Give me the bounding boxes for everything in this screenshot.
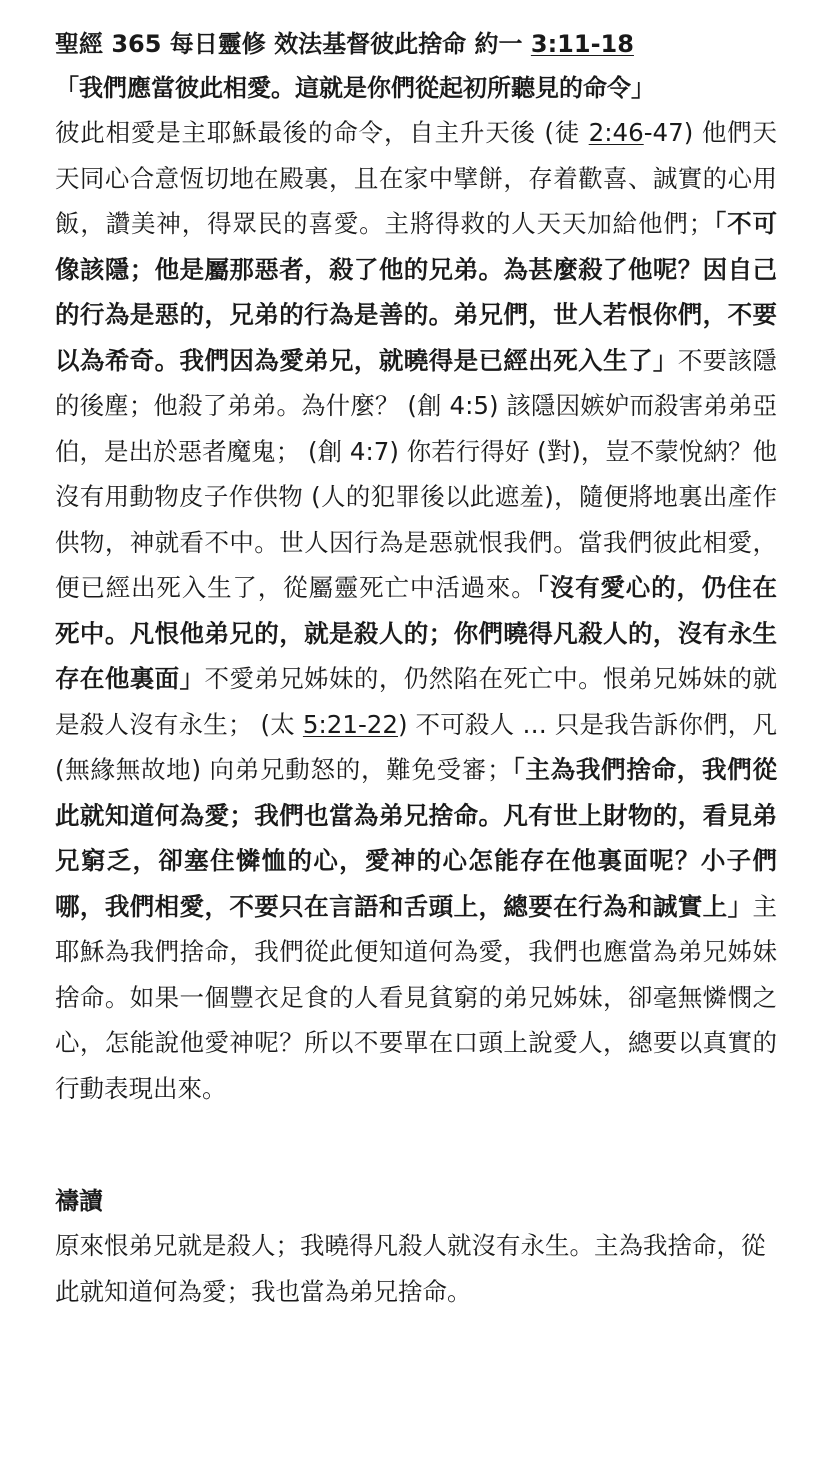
body-text-2: -47) 他們天天同心合意恆切地在殿裏，且在家中擘餅，存着歡喜、誠實的心用飯，讚美神，得眾民的喜愛。主將得救的人天天加給他們； [55,118,777,238]
quote-cain: 「不可像該隱；他是屬那惡者，殺了他的兄弟。為甚麼殺了他呢？因自己的行為是惡的，兄弟的行為是善的。弟兄們，世人若恨你們，不要以為希奇。我們因為愛弟兄，就曉得是已經出死入生了」 [55,209,777,375]
prayer-text: 原來恨弟兄就是殺人；我曉得凡殺人就沒有永生。主為我捨命，從此就知道何為愛；我也當為弟兄捨命。 [55,1231,766,1306]
body-text-4: 不愛弟兄姊妹的，仍然陷在死亡中。恨弟兄姊妹的就是殺人沒有永生； (太 [55,664,778,739]
devotional-body [55,110,777,1111]
body-text-5: ) 不可殺人 … 只是我告訴你們，凡 (無緣無故地) 向弟兄動怒的，難免受審； [55,709,777,784]
title-text: 聖經 365 每日靈修 效法基督彼此捨命 約一 [55,30,531,58]
body-text-3: 不要該隱的後塵；他殺了弟弟。為什麼？ (創 4:5) 該隱因嫉妒而殺害弟弟亞伯，是出於惡者魔鬼； (創 4:7) 你若行得好 (對)，豈不蒙悅納？他沒有用動物皮子作供物 (人的犯罪後以此遮羞)，隨便將地裏出產作供物，神就看不中。世人因行為是惡就恨我們。當我們彼此相愛，便已經出死入生了，從屬靈死亡中活過來。 [55,345,777,602]
title-scripture-link[interactable]: 3:11-18 [530,30,634,58]
prayer-heading: 禱讀 [55,1187,103,1215]
key-verse: 「我們應當彼此相愛。這就是你們從起初所聽見的命令」 [55,74,655,102]
quote-no-love: 「沒有愛心的，仍住在死中。凡恨他弟兄的，就是殺人的；你們曉得凡殺人的，沒有永生存在他裏面」 [55,573,778,693]
page-title [55,22,777,66]
body-text-6: 主耶穌為我們捨命，我們從此便知道何為愛，我們也應當為弟兄姊妹捨命。如果一個豐衣足食的人看見貧窮的弟兄姊妹，卻毫無憐憫之心，怎能說他愛神呢？所以不要單在口頭上說愛人，總要以真實的行動表現出來。 [55,891,777,1103]
devotional-page [55,22,777,1314]
scripture-link-matthew[interactable]: 5:21-22 [302,709,398,739]
quote-lay-down-life: 「主為我們捨命，我們從此就知道何為愛；我們也當為弟兄捨命。凡有世上財物的，看見弟兄窮乏，卻塞住憐恤的心，愛神的心怎能存在他裏面呢？小子們哪，我們相愛，不要只在言語和舌頭上，總要在行為和誠實上」 [55,755,778,921]
body-text-1: 彼此相愛是主耶穌最後的命令，自主升天後 (徒 [55,118,589,147]
scripture-link-acts[interactable]: 2:46 [588,118,644,147]
